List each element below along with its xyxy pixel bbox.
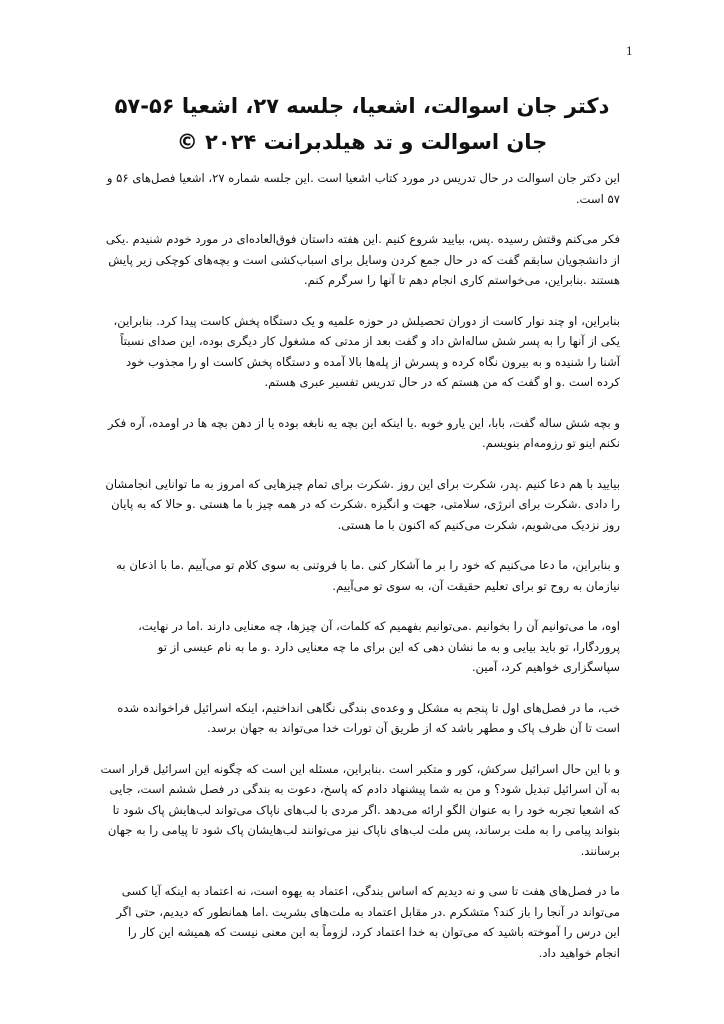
title-line-2: جان اسوالت و تد هیلدبرانت ۲۰۲۴ © (176, 130, 548, 154)
paragraph-4: و بچه شش ساله گفت، بابا، این یارو خوبه .یا اینکه این بچه یه نابغه بوده یا از دهن بچه ها در اومده، آره فکر نکنم اینو تو رزومه‌ام بنویسم. (107, 415, 620, 450)
paragraph-6: و بنابراین، ما دعا می‌کنیم که خود را بر ما آشکار کنی .ما با فروتنی به سوی کلام تو می‌آییم .ما با اذعان به نیازمان به روح تو برای تعلیم حقیقت آن، به سوی تو می‌آییم. (116, 558, 620, 593)
body-text (100, 168, 620, 983)
paragraph-2: فکر می‌کنم وقتش رسیده .پس، بیایید شروع کنیم .این هفته داستان فوق‌العاده‌ای در مورد خودم شنیدم .یکی از دانشجویان سابقم گفت که در حال جمع کردن وسایل برای اسباب‌کشی است و بچه‌های کوچکی زیر پایش هستند .بنابراین، می‌خواستم کاری انجام دهم تا آنها را سرگرم کنم. (105, 232, 620, 287)
paragraph-1: این دکتر جان اسوالت در حال تدریس در مورد کتاب اشعیا است .این جلسه شماره ۲۷، اشعیا فصل‌های ۵۶ و ۵۷ است. (106, 171, 620, 206)
document-title (60, 88, 664, 160)
paragraph-9: و با این حال اسرائیل سرکش، کور و متکبر است .بنابراین، مسئله این است که چگونه این اسرائیل قرار است به آن اسرائیل تبدیل شود؟ و من به شما پیشنهاد دادم که پاسخ، دعوت به بندگی در فصل ششم است، جایی که اشعیا تجربه خود را به عنوان الگو ارائه می‌دهد .اگر مردی با لب‌های ناپاک می‌تواند لب‌هایش پاک شود تا بتواند پیامی را به ملت برساند، پس ملت لب‌های ناپاک نیز می‌توانند لب‌هایشان پاک شود تا پیامی را به جهان برسانند. (100, 761, 620, 858)
title-line-1: دکتر جان اسوالت، اشعیا، جلسه ۲۷، اشعیا ۵۶-۵۷ (114, 94, 610, 118)
paragraph-10: ما در فصل‌های هفت تا سی و نه دیدیم که اساس بندگی، اعتماد به یهوه است، نه اعتماد به اینکه آیا کسی می‌تواند در آنجا را باز کند؟ متشکرم .در مقابل اعتماد به ملت‌های بشریت .اما همانطور که دیدیم، حتی اگر این درس را آموخته باشید که می‌توان به خدا اعتماد کرد، لزوماً به این معنی نیست که همیشه این کار را انجام خواهید داد. (116, 884, 620, 960)
paragraph-5: بیایید با هم دعا کنیم .پدر، شکرت برای این روز .شکرت برای تمام چیزهایی که امروز به ما توانایی انجامشان را دادی .شکرت برای انرژی، سلامتی، جهت و انگیزه .شکرت که در همه چیز با ما هستی .و حالا که به پایان روز نزدیک می‌شویم، شکرت می‌کنیم که اکنون با ما هستی. (105, 476, 620, 532)
paragraph-3: بنابراین، او چند نوار کاست از دوران تحصیلش در حوزه علمیه و یک دستگاه پخش کاست پیدا کرد. بنابراین، یکی از آنها را به پسر شش ساله‌اش داد و گفت بعد از مدتی که مشغول کار دیگری بوده، این صدای نسبتاً آشنا را شنیده و به بیرون نگاه کرده و پسرش از پله‌ها بالا آمده و دستگاه پخش کاست او را مجذوب خود کرده است .و او گفت که من هستم که در حال تدریس تفسیر عبری هستم. (113, 313, 620, 389)
paragraph-7: اوه، ما می‌توانیم آن را بخوانیم .می‌توانیم بفهمیم که کلمات، آن چیزها، چه معنایی دارند .اما در نهایت، پروردگارا، تو باید بیایی و به ما نشان دهی که این برای ما چه معنایی دارد .و ما به نام عیسی از تو سپاسگزاری خواهیم کرد، آمین. (138, 619, 620, 674)
page-number: 1 (626, 43, 633, 58)
paragraph-8: خب، ما در فصل‌های اول تا پنجم به مشکل و وعده‌ی بندگی نگاهی انداختیم، اینکه اسرائیل فراخوانده شده است تا آن ظرف پاک و مطهر باشد که از طریق آن تورات خدا می‌تواند به جهان برسد. (117, 700, 620, 735)
